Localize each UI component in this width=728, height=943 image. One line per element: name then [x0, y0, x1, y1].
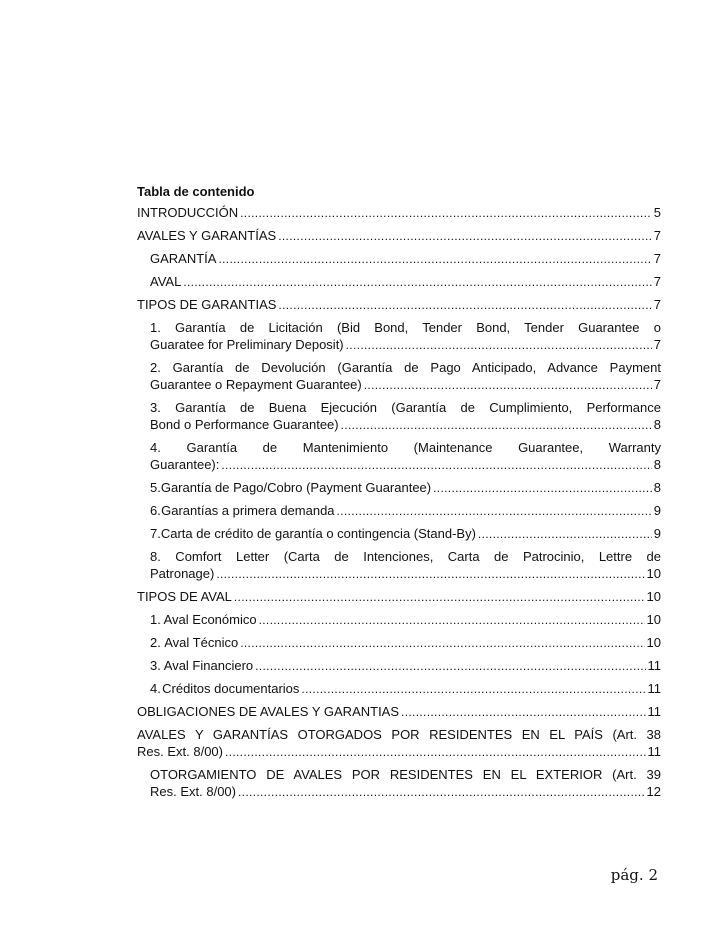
toc-entry-text: 3. Garantía de Buena Ejecución (Garantía de Cumplimiento, Performance	[150, 400, 661, 415]
dot-leader	[433, 479, 652, 497]
toc-entry-text: 8. Comfort Letter (Carta de Intenciones, Carta de Patrocinio, Lettre de	[150, 549, 661, 564]
toc-entry-page: 7	[653, 228, 661, 243]
toc-entry[interactable]	[137, 588, 661, 605]
toc-entry-text: Res. Ext. 8/00)	[137, 744, 223, 759]
dot-leader	[364, 376, 652, 394]
toc-entry-text: Aval Financiero	[163, 658, 254, 673]
toc-entry[interactable]	[137, 726, 661, 760]
toc-entry-number: 6.	[150, 503, 161, 518]
toc-entry-text: AVALES Y GARANTÍAS	[137, 228, 277, 243]
toc-entry-text: OTORGAMIENTO DE AVALES POR RESIDENTES EN EL EXTERIOR (Art. 39	[150, 767, 661, 782]
dot-leader	[401, 703, 645, 721]
page-number: pág. 2	[610, 866, 658, 884]
toc-entry[interactable]	[137, 227, 661, 244]
dot-leader	[240, 634, 644, 652]
dot-leader	[341, 416, 652, 434]
toc-entry-text: Garantías a primera demanda	[161, 503, 335, 518]
toc-entry[interactable]	[137, 634, 661, 651]
dot-leader	[255, 657, 645, 675]
toc-entry-number: 7.	[150, 526, 161, 541]
table-of-contents	[137, 204, 661, 806]
toc-entry-page: 8	[653, 417, 661, 432]
toc-entry-text: 1. Garantía de Licitación (Bid Bond, Tender Bond, Tender Guarantee o	[150, 320, 661, 335]
toc-entry-number: 2.	[150, 635, 161, 650]
toc-entry-text: TIPOS DE AVAL	[137, 589, 232, 604]
toc-entry[interactable]	[137, 296, 661, 313]
toc-entry-number: 4.	[150, 681, 161, 696]
toc-entry-text: Patronage)	[150, 566, 215, 581]
toc-entry[interactable]	[137, 680, 661, 697]
toc-entry[interactable]	[137, 439, 661, 473]
toc-entry[interactable]	[137, 657, 661, 674]
toc-entry-text: INTRODUCCIÓN	[137, 205, 239, 220]
toc-entry[interactable]	[137, 359, 661, 393]
dot-leader	[238, 783, 645, 801]
toc-entry-page: 11	[647, 704, 661, 719]
toc-entry[interactable]	[137, 611, 661, 628]
toc-entry[interactable]	[137, 204, 661, 221]
dot-leader	[225, 743, 646, 761]
toc-entry-page: 7	[653, 377, 661, 392]
toc-entry-page: 11	[647, 681, 661, 696]
dot-leader	[221, 456, 651, 474]
dot-leader	[301, 680, 645, 698]
toc-entry-text: 4. Garantía de Mantenimiento (Maintenance Guarantee, Warranty	[150, 440, 661, 455]
toc-entry-text: Bond o Performance Guarantee)	[150, 417, 339, 432]
toc-entry-text: Guarantee):	[150, 457, 220, 472]
toc-entry-text: Aval Técnico	[164, 635, 239, 650]
dot-leader	[337, 502, 652, 520]
toc-entry-text: AVAL	[150, 274, 182, 289]
toc-entry-page: 9	[653, 526, 661, 541]
toc-entry[interactable]	[137, 479, 661, 496]
dot-leader	[259, 611, 645, 629]
toc-entry-page: 10	[646, 589, 661, 604]
toc-entry-page: 9	[653, 503, 661, 518]
dot-leader	[183, 273, 651, 291]
toc-entry-page: 10	[646, 612, 661, 627]
toc-entry-text: AVALES Y GARANTÍAS OTORGADOS POR RESIDENTES EN EL PAÍS (Art. 38	[137, 727, 661, 742]
toc-entry-page: 8	[653, 457, 661, 472]
toc-entry[interactable]	[137, 502, 661, 519]
toc-entry-text: TIPOS DE GARANTIAS	[137, 297, 277, 312]
dot-leader	[478, 525, 652, 543]
dot-leader	[216, 565, 644, 583]
toc-entry-text: OBLIGACIONES DE AVALES Y GARANTIAS	[137, 704, 400, 719]
toc-entry-page: 7	[653, 337, 661, 352]
toc-entry-page: 7	[653, 274, 661, 289]
toc-entry[interactable]	[137, 766, 661, 800]
toc-entry[interactable]	[137, 703, 661, 720]
toc-entry-text: Garantía de Pago/Cobro (Payment Guarantee)	[160, 480, 432, 495]
toc-entry[interactable]	[137, 273, 661, 290]
toc-entry-text: Guarantee o Repayment Guarantee)	[150, 377, 362, 392]
toc-entry-page: 7	[653, 251, 661, 266]
toc-entry-text: Guaratee for Preliminary Deposit)	[150, 337, 344, 352]
toc-entry-number: 5.	[150, 480, 161, 495]
dot-leader	[346, 336, 652, 354]
toc-entry-page: 10	[646, 635, 661, 650]
toc-entry-text: Aval Económico	[163, 612, 257, 627]
toc-entry-text: Res. Ext. 8/00)	[150, 784, 236, 799]
toc-entry-page: 8	[653, 480, 661, 495]
toc-entry-page: 7	[653, 297, 661, 312]
toc-entry-text: Créditos documentarios	[162, 681, 300, 696]
toc-entry-text: GARANTÍA	[150, 251, 217, 266]
toc-entry-page: 10	[646, 566, 661, 581]
toc-entry-text: 2. Garantía de Devolución (Garantía de Pago Anticipado, Advance Payment	[150, 360, 661, 375]
toc-title: Tabla de contenido	[137, 184, 255, 199]
toc-entry-page: 12	[646, 784, 661, 799]
toc-entry[interactable]	[137, 399, 661, 433]
toc-entry[interactable]	[137, 525, 661, 542]
toc-entry[interactable]	[137, 548, 661, 582]
dot-leader	[218, 250, 651, 268]
toc-entry-text: Carta de crédito de garantía o contingencia (Stand-By)	[160, 526, 476, 541]
toc-entry-page: 11	[647, 658, 661, 673]
toc-entry-page: 11	[647, 744, 661, 759]
toc-entry-page: 5	[653, 205, 661, 220]
dot-leader	[240, 204, 652, 222]
toc-entry-number: 1.	[150, 612, 161, 627]
dot-leader	[278, 227, 652, 245]
toc-entry[interactable]	[137, 250, 661, 267]
dot-leader	[278, 296, 651, 314]
dot-leader	[234, 588, 645, 606]
toc-entry[interactable]	[137, 319, 661, 353]
toc-entry-number: 3.	[150, 658, 161, 673]
